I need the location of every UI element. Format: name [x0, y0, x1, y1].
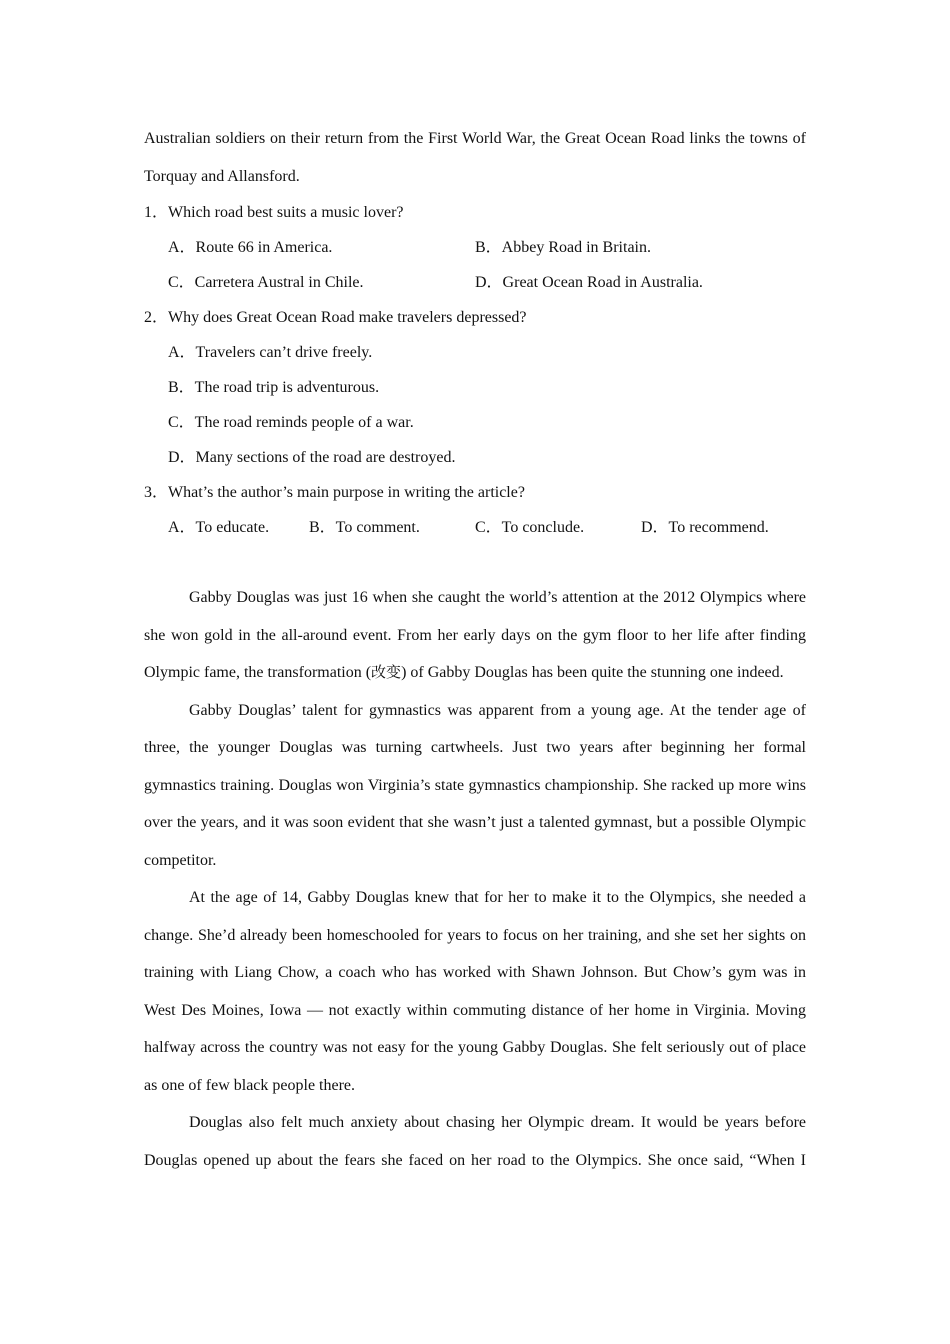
passage2-paragraph-2: Gabby Douglas’ talent for gymnastics was apparent from a young age. At the tender age of three, the younger Douglas was turning cartwheels. Just two years after beginning her formal gymnastics training. Douglas won Virginia’s state gymnastics championship. She racked up more wins over the years, and it was soon evident that she wasn’t just a talented gymnast, but a possible Olympic competitor.: [144, 701, 806, 869]
option-c: C．The road reminds people of a war.: [168, 414, 414, 431]
options-list: [144, 335, 806, 475]
question-number: 2．: [144, 309, 169, 326]
option-a: A．Travelers can’t drive freely.: [168, 344, 373, 361]
passage2-paragraph-1: Gabby Douglas was just 16 when she caught the world’s attention at the 2012 Olympics where she won gold in the all-around event. From her early days on the gym floor to her life after finding Olympic fame, the transformation (改变) of Gabby Douglas has been quite the stunning one indeed.: [144, 589, 806, 681]
passage-2: [144, 579, 806, 1179]
option-b: B．Abbey Road in Britain.: [475, 239, 651, 256]
question-text: Why does Great Ocean Road make travelers depressed?: [168, 309, 527, 326]
option-d: D．Great Ocean Road in Australia.: [475, 274, 703, 291]
document-page: [144, 120, 806, 1179]
option-a: A．To educate.: [168, 519, 270, 536]
question-3: [144, 475, 806, 545]
option-d: D．Many sections of the road are destroyed.: [168, 449, 456, 466]
option-b: B．The road trip is adventurous.: [168, 379, 380, 396]
section-spacer: [144, 545, 806, 579]
question-number: 3．: [144, 484, 169, 501]
question-1: [144, 195, 806, 300]
option-b: B．To comment.: [309, 519, 420, 536]
option-c: C．To conclude.: [475, 519, 585, 536]
question-2: [144, 300, 806, 475]
chinese-gloss: 改变: [371, 663, 402, 681]
options-list: [144, 510, 806, 545]
option-d: D．To recommend.: [641, 519, 769, 536]
question-number: 1．: [144, 204, 169, 221]
passage1-closing-paragraph: Australian soldiers on their return from the First World War, the Great Ocean Road links the towns of Torquay and Allansford.: [144, 130, 806, 185]
passage2-paragraph-4: Douglas also felt much anxiety about chasing her Olympic dream. It would be years before Douglas opened up about the fears she faced on her road to the Olympics. She once said, “When I: [144, 1114, 806, 1169]
question-text: Which road best suits a music lover?: [168, 204, 404, 221]
passage2-paragraph-3: At the age of 14, Gabby Douglas knew that for her to make it to the Olympics, she needed a change. She’d already been homeschooled for years to focus on her training, and she set her sights on training with Liang Chow, a coach who has worked with Shawn Johnson. But Chow’s gym was in West Des Moines, Iowa — not exactly within commuting distance of her home in Virginia. Moving halfway across the country was not easy for the young Gabby Douglas. She felt seriously out of place as one of few black people there.: [144, 889, 806, 1094]
options-list: [144, 230, 806, 300]
option-a: A．Route 66 in America.: [168, 239, 333, 256]
question-text: What’s the author’s main purpose in writing the article?: [168, 484, 525, 501]
option-c: C．Carretera Austral in Chile.: [168, 274, 364, 291]
